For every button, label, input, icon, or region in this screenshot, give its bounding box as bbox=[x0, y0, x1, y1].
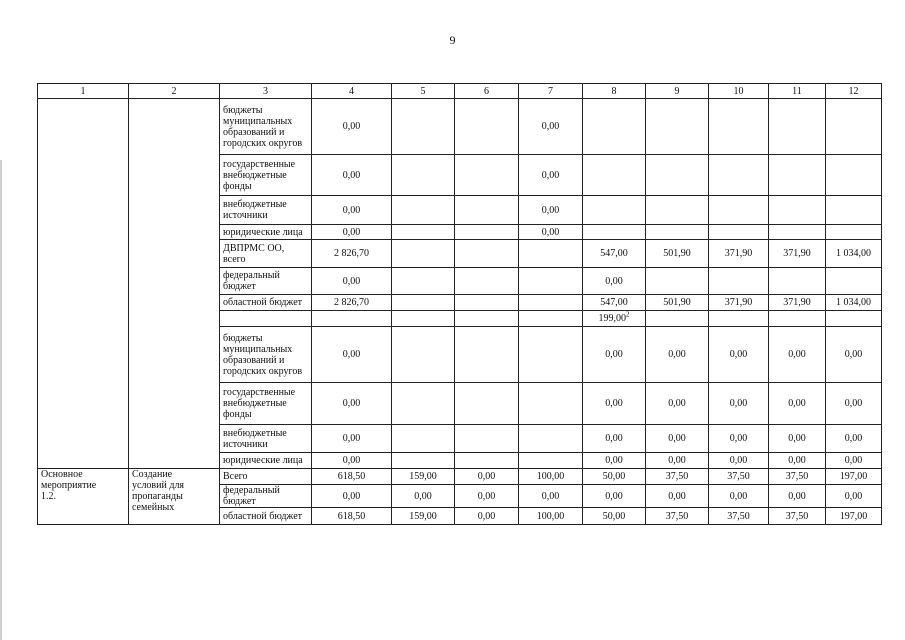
column-number-cell: 2 bbox=[129, 84, 220, 99]
value-cell: 0,00 bbox=[519, 485, 583, 508]
value-cell: 0,00 bbox=[709, 327, 769, 383]
value-cell bbox=[392, 425, 455, 453]
measure-title-cell-empty bbox=[129, 99, 220, 469]
value-cell bbox=[519, 453, 583, 469]
value-cell: 0,00 bbox=[769, 383, 826, 425]
value-cell: 0,00 bbox=[826, 453, 882, 469]
value-cell bbox=[826, 311, 882, 327]
value-cell: 0,00 bbox=[646, 425, 709, 453]
value-cell bbox=[455, 268, 519, 295]
column-number-cell: 6 bbox=[455, 84, 519, 99]
column-number-cell: 3 bbox=[220, 84, 312, 99]
value-cell: 0,00 bbox=[769, 485, 826, 508]
funding-source-cell bbox=[220, 295, 312, 311]
value-cell bbox=[392, 196, 455, 225]
text-line: семейных bbox=[132, 502, 175, 513]
column-number-cell: 8 bbox=[583, 84, 646, 99]
text-line: городских округов bbox=[223, 137, 303, 149]
value-cell bbox=[519, 383, 583, 425]
value-cell: 618,50 bbox=[312, 469, 392, 485]
value-cell: 37,50 bbox=[769, 469, 826, 485]
value-cell: 2 826,70 bbox=[312, 240, 392, 268]
value-cell: 0,00 bbox=[312, 453, 392, 469]
funding-source-cell bbox=[220, 268, 312, 295]
value-cell bbox=[519, 327, 583, 383]
text-line: Основное bbox=[41, 469, 83, 480]
funding-source-cell bbox=[220, 155, 312, 196]
value-cell: 0,00 bbox=[769, 453, 826, 469]
value-cell: 0,00 bbox=[826, 383, 882, 425]
value-cell: 0,00 bbox=[769, 327, 826, 383]
value-cell bbox=[826, 225, 882, 240]
value-cell: 0,00 bbox=[455, 469, 519, 485]
budget-table bbox=[37, 83, 882, 525]
value-cell: 0,00 bbox=[455, 485, 519, 508]
text-line: бюджеты bbox=[223, 332, 263, 344]
value-cell bbox=[769, 155, 826, 196]
column-number-cell: 11 bbox=[769, 84, 826, 99]
value-cell bbox=[583, 225, 646, 240]
value-cell: 0,00 bbox=[312, 383, 392, 425]
value-cell: 197,00 bbox=[826, 508, 882, 525]
measure-cell-empty bbox=[38, 99, 129, 469]
funding-source-cell bbox=[220, 225, 312, 240]
value-cell bbox=[455, 327, 519, 383]
value-cell: 50,00 bbox=[583, 508, 646, 525]
value-cell: 0,00 bbox=[519, 99, 583, 155]
value-cell bbox=[455, 453, 519, 469]
value-cell: 371,90 bbox=[769, 240, 826, 268]
value-cell bbox=[769, 196, 826, 225]
footnote-mark: 2 bbox=[626, 310, 630, 319]
funding-source-cell bbox=[220, 99, 312, 155]
text-line: бюджет bbox=[223, 496, 256, 507]
value-cell: 0,00 bbox=[709, 383, 769, 425]
value-cell bbox=[392, 99, 455, 155]
value-cell bbox=[769, 225, 826, 240]
value-cell bbox=[455, 383, 519, 425]
value-cell bbox=[455, 99, 519, 155]
text-line: фонды bbox=[223, 180, 252, 192]
value-cell bbox=[455, 196, 519, 225]
value-cell: 37,50 bbox=[646, 508, 709, 525]
text-line: бюджеты bbox=[223, 104, 263, 116]
value-cell bbox=[392, 327, 455, 383]
text-line: внебюджетные bbox=[223, 398, 287, 409]
value-cell bbox=[826, 196, 882, 225]
value-cell bbox=[769, 99, 826, 155]
funding-source-cell bbox=[220, 469, 312, 485]
value-cell bbox=[646, 311, 709, 327]
value-cell: 159,00 bbox=[392, 508, 455, 525]
value-cell bbox=[455, 225, 519, 240]
value-cell: 501,90 bbox=[646, 240, 709, 268]
value-cell bbox=[709, 268, 769, 295]
value-cell: 501,90 bbox=[646, 295, 709, 311]
value-cell: 100,00 bbox=[519, 508, 583, 525]
value-cell bbox=[455, 240, 519, 268]
text-line: муниципальных bbox=[223, 343, 293, 355]
value-cell: 0,00 bbox=[312, 268, 392, 295]
value-cell: 1 034,00 bbox=[826, 295, 882, 311]
value-cell bbox=[519, 425, 583, 453]
value-cell bbox=[583, 155, 646, 196]
value-cell bbox=[583, 196, 646, 225]
value-cell: 197,00 bbox=[826, 469, 882, 485]
value-cell: 0,00 bbox=[646, 453, 709, 469]
funding-source-cell bbox=[220, 311, 312, 327]
value-cell bbox=[455, 155, 519, 196]
value-cell: 0,00 bbox=[583, 453, 646, 469]
funding-source-cell bbox=[220, 508, 312, 525]
value-cell: 0,00 bbox=[646, 485, 709, 508]
text-line: Создание bbox=[132, 469, 173, 480]
value-cell: 547,00 bbox=[583, 240, 646, 268]
value-cell: 0,00 bbox=[312, 327, 392, 383]
value-cell: 37,50 bbox=[769, 508, 826, 525]
text-line: Всего bbox=[223, 471, 248, 482]
value-cell: 0,00 bbox=[312, 99, 392, 155]
text-line: государственные bbox=[223, 387, 296, 398]
text-line: федеральный bbox=[223, 270, 280, 281]
value-cell: 0,00 bbox=[312, 425, 392, 453]
column-number-cell: 1 bbox=[38, 84, 129, 99]
value-cell bbox=[709, 155, 769, 196]
value-cell: 50,00 bbox=[583, 469, 646, 485]
column-number-cell: 10 bbox=[709, 84, 769, 99]
value-cell: 0,00 bbox=[312, 155, 392, 196]
scan-edge-line bbox=[0, 160, 2, 640]
value-cell: 0,00 bbox=[455, 508, 519, 525]
page-number: 9 bbox=[449, 33, 456, 47]
text-line: источники bbox=[223, 210, 268, 221]
text-line: бюджет bbox=[223, 281, 256, 292]
value-cell bbox=[709, 225, 769, 240]
measure-title-cell bbox=[129, 469, 220, 525]
column-number-cell: 9 bbox=[646, 84, 709, 99]
text-line: муниципальных bbox=[223, 115, 293, 127]
value-cell: 37,50 bbox=[709, 508, 769, 525]
funding-source-cell bbox=[220, 485, 312, 508]
funding-source-cell bbox=[220, 453, 312, 469]
value-cell bbox=[583, 99, 646, 155]
column-number-cell: 7 bbox=[519, 84, 583, 99]
value-cell bbox=[826, 268, 882, 295]
text-line: государственные bbox=[223, 158, 296, 170]
value-cell: 0,00 bbox=[312, 196, 392, 225]
value-cell bbox=[709, 311, 769, 327]
value-cell bbox=[519, 311, 583, 327]
value-cell: 0,00 bbox=[583, 383, 646, 425]
value-cell: 37,50 bbox=[709, 469, 769, 485]
value-cell: 371,90 bbox=[769, 295, 826, 311]
text-line: 1.2. bbox=[41, 491, 56, 502]
value-cell bbox=[826, 99, 882, 155]
value-cell: 0,00 bbox=[519, 155, 583, 196]
value-cell: 0,00 bbox=[583, 327, 646, 383]
text-line: условий для bbox=[132, 480, 185, 491]
value-cell: 0,00 bbox=[826, 485, 882, 508]
text-line: образований и bbox=[223, 354, 285, 366]
value-cell bbox=[392, 295, 455, 311]
text-line: внебюджетные bbox=[223, 169, 287, 181]
text-line: мероприятие bbox=[41, 480, 97, 491]
value-cell bbox=[455, 295, 519, 311]
value-cell: 0,00 bbox=[583, 485, 646, 508]
value-cell: 1 034,00 bbox=[826, 240, 882, 268]
funding-source-cell bbox=[220, 240, 312, 268]
value-cell: 199,00$^2$ bbox=[583, 311, 646, 327]
text-line: юридические лица bbox=[223, 455, 303, 466]
value-cell bbox=[769, 311, 826, 327]
value-cell bbox=[392, 155, 455, 196]
value-cell bbox=[519, 295, 583, 311]
value-cell: 547,00 bbox=[583, 295, 646, 311]
text-line: внебюджетные bbox=[223, 427, 287, 439]
column-number-cell: 12 bbox=[826, 84, 882, 99]
value-cell bbox=[392, 225, 455, 240]
value-cell bbox=[826, 155, 882, 196]
value-cell bbox=[646, 155, 709, 196]
value-cell bbox=[392, 311, 455, 327]
text-line: всего bbox=[223, 253, 246, 265]
value-cell bbox=[519, 240, 583, 268]
value-cell bbox=[392, 453, 455, 469]
value-cell: 0,00 bbox=[646, 383, 709, 425]
value-cell bbox=[392, 383, 455, 425]
table-row bbox=[38, 99, 882, 155]
value-cell: 2 826,70 bbox=[312, 295, 392, 311]
value-cell bbox=[769, 268, 826, 295]
text-line: фонды bbox=[223, 409, 252, 420]
measure-cell bbox=[38, 469, 129, 525]
value-cell: 0,00 bbox=[519, 225, 583, 240]
table-row bbox=[38, 469, 882, 485]
value-cell bbox=[646, 99, 709, 155]
funding-source-cell bbox=[220, 327, 312, 383]
value-cell: 37,50 bbox=[646, 469, 709, 485]
value-cell: 371,90 bbox=[709, 240, 769, 268]
value-cell: 0,00 bbox=[583, 425, 646, 453]
value-cell bbox=[646, 268, 709, 295]
text-line: городских округов bbox=[223, 365, 303, 377]
column-number-cell: 5 bbox=[392, 84, 455, 99]
value-cell: 0,00 bbox=[646, 327, 709, 383]
header-row bbox=[38, 84, 882, 99]
text-line: областной бюджет bbox=[223, 297, 303, 308]
text-line: пропаганды bbox=[132, 491, 183, 502]
value-cell bbox=[646, 225, 709, 240]
value-cell: 0,00 bbox=[519, 196, 583, 225]
value-cell: 371,90 bbox=[709, 295, 769, 311]
value-cell bbox=[392, 268, 455, 295]
text-line: областной бюджет bbox=[223, 510, 303, 522]
text-line: ДВПРМС ОО, bbox=[223, 242, 285, 254]
text-line: образований и bbox=[223, 126, 285, 138]
value-cell: 0,00 bbox=[826, 327, 882, 383]
value-cell: 0,00 bbox=[392, 485, 455, 508]
value-cell: 0,00 bbox=[709, 485, 769, 508]
funding-source-cell bbox=[220, 383, 312, 425]
value-cell: 0,00 bbox=[312, 485, 392, 508]
value-cell bbox=[455, 425, 519, 453]
value-cell: 0,00 bbox=[769, 425, 826, 453]
text-line: федеральный bbox=[223, 485, 280, 496]
text-line: юридические лица bbox=[223, 226, 303, 238]
value-cell: 0,00 bbox=[709, 453, 769, 469]
value-cell bbox=[312, 311, 392, 327]
value-cell bbox=[709, 99, 769, 155]
value-cell bbox=[709, 196, 769, 225]
value-cell: 0,00 bbox=[826, 425, 882, 453]
value-cell: 100,00 bbox=[519, 469, 583, 485]
text-line: внебюджетные bbox=[223, 199, 287, 210]
value-cell: 159,00 bbox=[392, 469, 455, 485]
value-cell: 0,00 bbox=[312, 225, 392, 240]
funding-source-cell bbox=[220, 196, 312, 225]
value-cell bbox=[455, 311, 519, 327]
funding-source-cell bbox=[220, 425, 312, 453]
column-number-cell: 4 bbox=[312, 84, 392, 99]
value-cell bbox=[392, 240, 455, 268]
value-cell: 0,00 bbox=[709, 425, 769, 453]
value-cell: 0,00 bbox=[583, 268, 646, 295]
value-cell: 618,50 bbox=[312, 508, 392, 525]
value-cell bbox=[519, 268, 583, 295]
text-line: источники bbox=[223, 438, 268, 450]
value-cell bbox=[646, 196, 709, 225]
